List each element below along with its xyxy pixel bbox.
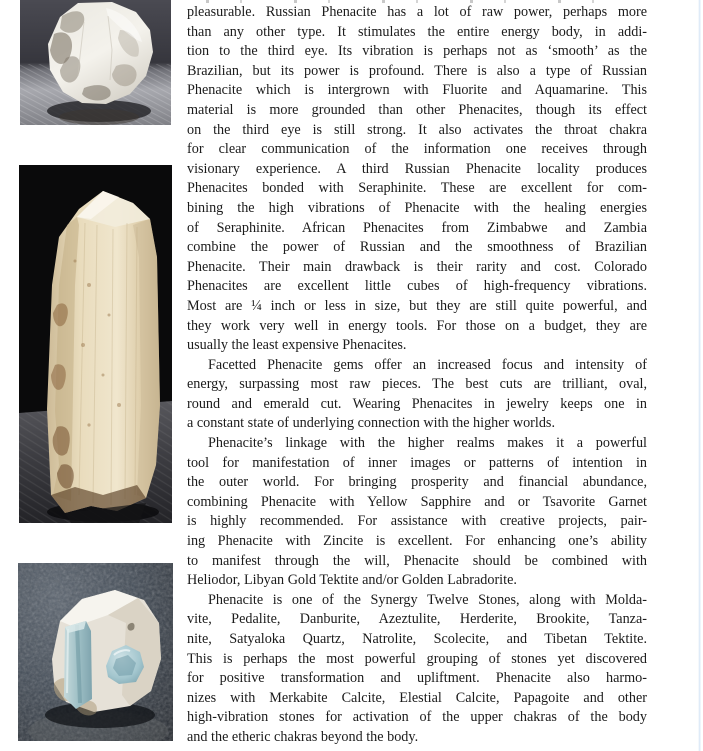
text-line: usually the least expensive Phenacites. bbox=[187, 337, 407, 354]
text-line: is highly recommended. For assistance with creative projects, pair- bbox=[187, 513, 647, 530]
crystal-photo-illustration bbox=[19, 165, 172, 523]
text-line: energy, surpassing most raw pieces. The best cuts are trilliant, oval, bbox=[187, 376, 647, 393]
text-line: Phenacite’s linkage with the higher realms makes it a powerful bbox=[208, 435, 647, 452]
page-edge-line bbox=[698, 0, 701, 751]
text-line: Heliodor, Libyan Gold Tektite and/or Golden Labradorite. bbox=[187, 572, 517, 589]
text-line: combine the power of Russian and the smoothness of Brazilian bbox=[187, 239, 647, 256]
text-line: on the third eye is still strong. It also activates the throat chakra bbox=[187, 121, 647, 138]
text-line: vite, Pedalite, Danburite, Azeztulite, Herderite, Brookite, Tanza- bbox=[187, 611, 647, 628]
text-line: nizes with Merkabite Calcite, Elestial Calcite, Papagoite and other bbox=[187, 689, 647, 706]
text-line: visionary experience. A third Russian Phenacite locality produces bbox=[187, 160, 647, 177]
text-line: than any other type. It stimulates the entire energy body, in addi- bbox=[187, 23, 647, 40]
text-line: for clear communication of the information one receives through bbox=[187, 141, 647, 158]
photo-rounded-phenacite-crystal bbox=[20, 0, 171, 125]
text-line: bining the high vibrations of Phenacite with the healing energies bbox=[187, 199, 647, 216]
text-line: Phenacite which is intergrown with Fluorite and Aquamarine. This bbox=[187, 82, 647, 99]
text-line: Phenacite is one of the Synergy Twelve Stones, along with Molda- bbox=[208, 591, 647, 608]
text-line: pleasurable. Russian Phenacite has a lot of raw power, perhaps more bbox=[187, 4, 647, 20]
text-line: tion to the third eye. Its vibration is perhaps not as ‘smooth’ as the bbox=[187, 43, 647, 60]
text-line: ing Phenacite with Zincite is excellent. For enhancing one’s ability bbox=[187, 533, 647, 550]
crystal-photo-illustration bbox=[20, 0, 171, 125]
text-line: and the etheric chakras beyond the body. bbox=[187, 728, 419, 745]
text-line: the outer world. For bringing prosperity and financial abundance, bbox=[187, 474, 647, 491]
text-line: high-vibration stones for activation of the upper chakras of the body bbox=[187, 709, 647, 726]
text-line: round and emerald cut. Wearing Phenacites in jewelry keeps one in bbox=[187, 395, 647, 412]
text-line: of Seraphinite. African Phenacites from Zimbabwe and Zambia bbox=[187, 219, 647, 236]
text-line: to manifest through the will, Phenacite should be combined with bbox=[187, 552, 647, 569]
text-line: tool for manifestation of inner images or patterns of intention in bbox=[187, 454, 647, 471]
text-line: they work very well in energy tools. For those on a budget, they are bbox=[187, 317, 647, 334]
text-line: Phenacites bonded with Seraphinite. These are excellent for com- bbox=[187, 180, 647, 197]
text-line: Brazilian, but its power is profound. There is also a type of Russian bbox=[187, 62, 647, 79]
text-line: a constant state of underlying connection with the higher worlds. bbox=[187, 415, 555, 432]
text-line: Facetted Phenacite gems offer an increased focus and intensity of bbox=[208, 356, 647, 373]
text-line: Phenacite. Their main drawback is their rarity and cost. Colorado bbox=[187, 258, 647, 275]
text-line: Most are ¼ inch or less in size, but they are still quite powerful, and bbox=[187, 297, 647, 314]
text-line: combining Phenacite with Yellow Sapphire and or Tsavorite Garnet bbox=[187, 493, 647, 510]
text-line: nite, Satyaloka Quartz, Natrolite, Scolecite, and Tibetan Tektite. bbox=[187, 631, 647, 647]
text-line: This is perhaps the most powerful grouping of stones yet discovered bbox=[187, 650, 647, 667]
photo-phenacite-with-aquamarine bbox=[18, 563, 173, 741]
article-text bbox=[187, 3, 647, 748]
text-line: for positive transformation and upliftment. Phenacite also harmo- bbox=[187, 670, 647, 687]
text-line: Phenacites are excellent little cubes of high-frequency vibrations. bbox=[187, 278, 647, 295]
photo-prismatic-phenacite-crystal bbox=[19, 165, 172, 523]
text-line: material is more grounded than other Phenacites, though its effect bbox=[187, 101, 647, 118]
crystal-photo-illustration bbox=[18, 563, 173, 741]
